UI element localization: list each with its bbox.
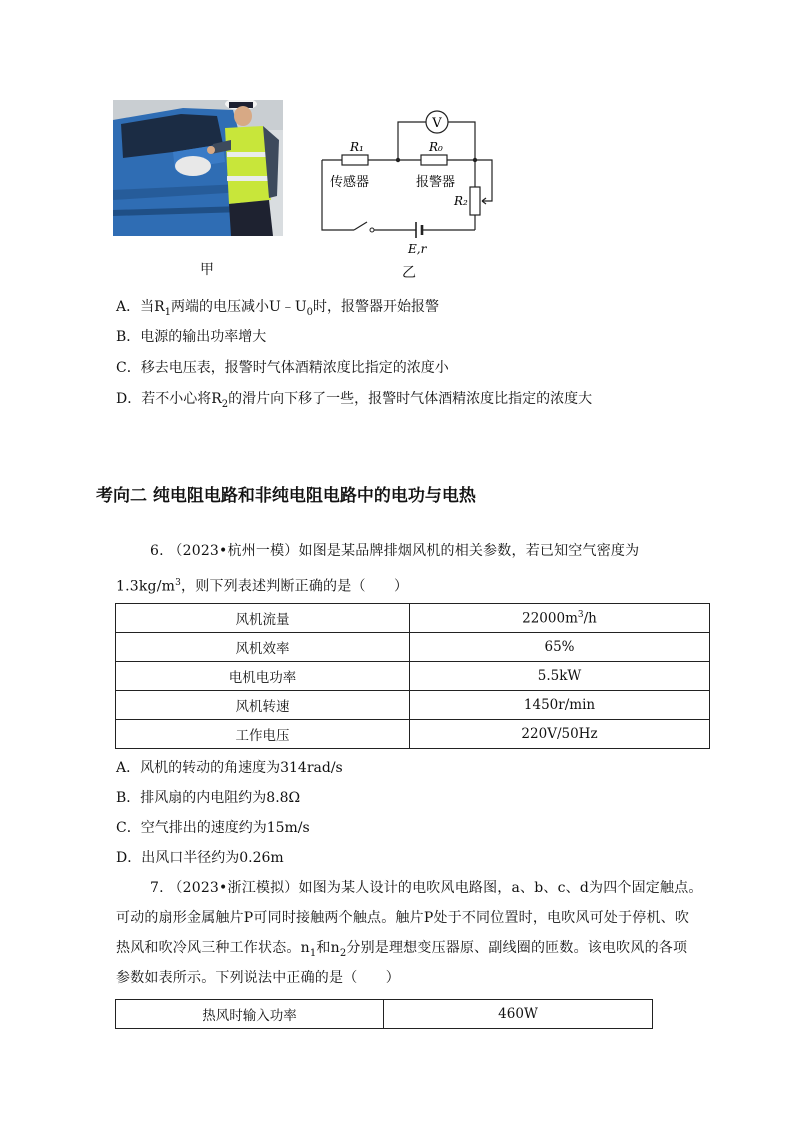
table-cell-value: 460W (384, 1000, 653, 1029)
table-row (116, 633, 710, 662)
q6-option-c: C．空气排出的速度约为15m/s (116, 820, 310, 836)
r0-label: R₀ (429, 140, 443, 154)
resistor-r1 (342, 155, 368, 165)
r1-label: R₁ (350, 140, 364, 154)
table-cell-label: 风机效率 (116, 633, 410, 662)
r2-label: R₂ (454, 194, 468, 208)
q6-option-d: D．出风口半径约为0.26m (116, 850, 284, 866)
q5-option-b: B．电源的输出功率增大 (116, 329, 267, 345)
resistor-r2 (470, 187, 480, 215)
q6-option-a: A．风机的转动的角速度为314rad/s (116, 760, 343, 776)
sensor-label: 传感器 (330, 175, 370, 190)
q6-stem-line1: 6. （2023•杭州一模）如图是某品牌排烟风机的相关参数，若已知空气密度为 (150, 543, 640, 559)
police-breathalyzer-photo (113, 100, 283, 236)
table-cell-label: 电机电功率 (116, 662, 410, 691)
photo-illustration (113, 100, 283, 236)
caption-jia: 甲 (200, 262, 214, 278)
q7-stem-line4: 参数如表所示。下列说法中正确的是（ ） (116, 970, 400, 986)
table-row (116, 720, 710, 749)
table-row (116, 1000, 653, 1029)
table-cell-value: 65% (410, 633, 710, 662)
q6-spec-table (115, 603, 710, 749)
alarm-circuit-diagram (312, 105, 502, 260)
table-cell-label: 风机转速 (116, 691, 410, 720)
alarm-label: 报警器 (416, 175, 456, 190)
q7-stem-line1: 7. （2023•浙江模拟）如图为某人设计的电吹风电路图，a、b、c、d为四个固定触点。 (150, 880, 703, 896)
q6-stem-line2: $1.3kg/m^3$，则下列表述判断正确的是（ ） (116, 578, 409, 595)
voltmeter-label: V (432, 116, 442, 131)
q7-spec-table (115, 999, 653, 1029)
table-row (116, 604, 710, 633)
source-label: E,r (408, 242, 427, 256)
table-cell-value: 5.5kW (410, 662, 710, 691)
section-title: 考向二 纯电阻电路和非纯电阻电路中的电功与电热 (96, 486, 476, 506)
caption-yi: 乙 (402, 265, 416, 281)
table-cell-label: 工作电压 (116, 720, 410, 749)
table-row (116, 662, 710, 691)
table-cell-label: 热风时输入功率 (116, 1000, 384, 1029)
q7-stem-line3: 热风和吹冷风三种工作状态。$n_1$和$n_2$分别是理想变压器原、副线圈的匝数。该电吹风的各项 (116, 940, 688, 959)
table-cell-label: 风机流量 (116, 604, 410, 633)
table-cell-value: $22000m^3/h$ (410, 604, 710, 633)
q5-option-c: C．移去电压表，报警时气体酒精浓度比指定的浓度小 (116, 360, 449, 376)
q5-option-d: D．若不小心将$R_2$的滑片向下移了一些，报警时气体酒精浓度比指定的浓度大 (116, 391, 593, 410)
table-cell-value: 1450r/min (410, 691, 710, 720)
q7-stem-line2: 可动的扇形金属触片P可同时接触两个触点。触片P处于不同位置时，电吹风可处于停机、吹 (116, 910, 690, 926)
table-cell-value: 220V/50Hz (410, 720, 710, 749)
table-row (116, 691, 710, 720)
q6-option-b: B．排风扇的内电阻约为8.8Ω (116, 790, 301, 806)
q5-option-a: A．当$R_1$两端的电压减小$U﹣U_0$时，报警器开始报警 (116, 299, 440, 318)
resistor-r0 (421, 155, 447, 165)
